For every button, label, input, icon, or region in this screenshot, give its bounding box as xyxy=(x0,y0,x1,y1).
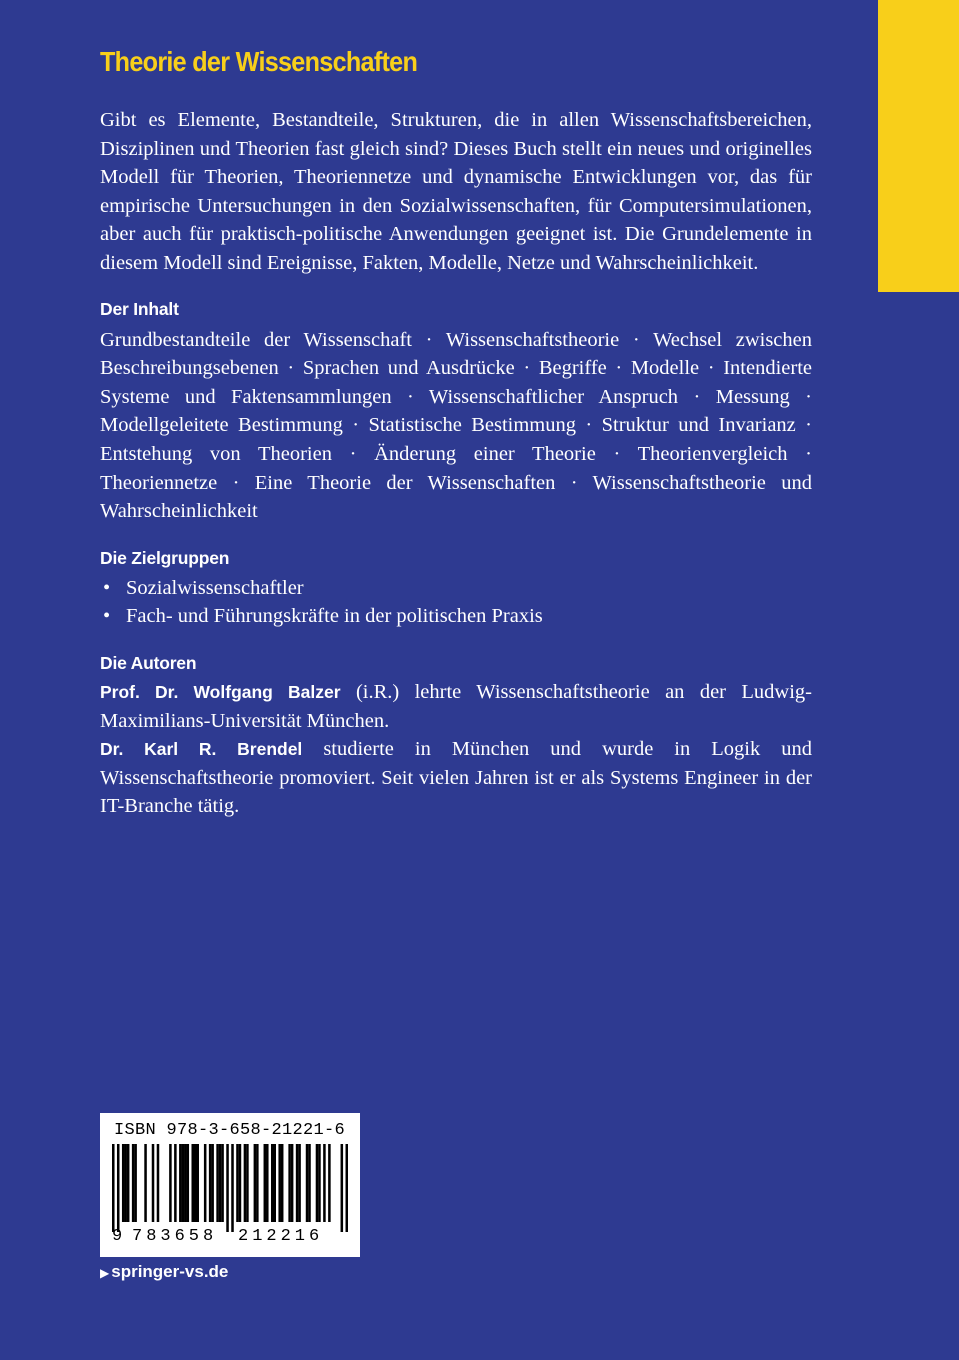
barcode-bar xyxy=(157,1144,160,1222)
barcode-bar xyxy=(271,1144,274,1222)
barcode-bar xyxy=(273,1144,276,1222)
accent-bar xyxy=(878,0,959,292)
barcode-bar xyxy=(134,1144,137,1222)
barcode-bar xyxy=(231,1144,234,1232)
isbn-barcode xyxy=(100,1113,360,1257)
barcode-digit-first: 9 xyxy=(112,1227,123,1246)
barcode-digits-left: 783658 xyxy=(132,1227,218,1246)
barcode-bar xyxy=(291,1144,294,1222)
barcode-bar xyxy=(187,1144,190,1222)
barcode-bar xyxy=(184,1144,187,1222)
barcode-bar xyxy=(132,1144,135,1222)
barcode-bar xyxy=(152,1144,155,1222)
audience-list xyxy=(100,574,812,631)
barcode-bar xyxy=(191,1144,194,1222)
barcode-bar xyxy=(179,1144,182,1222)
barcode-bar xyxy=(323,1144,326,1222)
publisher-link[interactable] xyxy=(100,1262,228,1282)
barcode-bar xyxy=(194,1144,197,1222)
barcode-bar xyxy=(316,1144,319,1222)
back-cover-content xyxy=(100,46,812,821)
author-bio: (i.R.) lehrte Wissenschaftstheorie an der Ludwig-Maximilians-Universität München. xyxy=(100,680,813,732)
barcode-bar xyxy=(288,1144,291,1222)
author-entry xyxy=(100,735,812,821)
barcode-bar xyxy=(112,1144,115,1232)
audience-item-label: Fach- und Führungskräfte in der politischen Praxis xyxy=(126,605,543,628)
barcode-bar xyxy=(256,1144,259,1222)
isbn-label: ISBN 978-3-658-21221-6 xyxy=(114,1121,346,1140)
barcode-bar xyxy=(308,1144,311,1222)
author-entry xyxy=(100,678,812,735)
barcode-bar xyxy=(246,1144,249,1222)
intro-paragraph: Gibt es Elemente, Bestandteile, Strukturen, die in allen Wissenschaftsbereichen, Disziplinen und Theorien fast gleich sind? Dieses Buch stellt ein neues und originelles Modell für Theorien, Theoriennetze und dynamische Entwicklungen vor, das für empirische Untersuchungen in den Sozialwissenschaften, für Computersimulationen, aber auch für praktisch-politische Anwendungen geeignet ist. Die Grundelemente in diesem Modell sind Ereignisse, Fakten, Modelle, Netze und Wahrscheinlichkeit. xyxy=(100,109,812,274)
barcode-bar xyxy=(226,1144,229,1232)
bullet-icon: • xyxy=(103,576,111,599)
barcode-digits-right: 212216 xyxy=(238,1227,324,1246)
barcode-bar xyxy=(221,1144,224,1222)
barcode-bar xyxy=(236,1144,239,1222)
barcode-bar xyxy=(266,1144,269,1222)
barcode-bar xyxy=(278,1144,281,1222)
barcode-bar xyxy=(117,1144,120,1232)
arrow-right-icon: ▶ xyxy=(100,1266,110,1280)
barcode-bar xyxy=(318,1144,321,1222)
barcode-icon xyxy=(112,1144,348,1232)
list-item xyxy=(100,602,812,631)
author-name: Dr. Karl R. Brendel xyxy=(100,739,303,760)
barcode-bar xyxy=(127,1144,130,1222)
barcode-bar xyxy=(298,1144,301,1222)
barcode-bar xyxy=(244,1144,247,1222)
contents-text: Grundbestandteile der Wissenschaft · Wissenschaftstheorie · Wechsel zwischen Beschreibungsebenen · Sprachen und Ausdrücke · Begriffe · Modelle · Intendierte Systeme und Faktensammlungen · Wissenschaftlicher Anspruch · Messung · Modellgeleitete Bestimmung · Statistische Bestimmung · Struktur und Invarianz · Entstehung von Theorien · Änderung einer Theorie · Theorienvergleich · Theoriennetze · Eine Theorie der Wissenschaften · Wissenschaftstheorie und Wahrscheinlichkeit xyxy=(100,328,812,523)
barcode-bar xyxy=(204,1144,207,1222)
barcode-bar xyxy=(346,1144,348,1232)
barcode-bar xyxy=(122,1144,125,1222)
barcode-bar xyxy=(216,1144,219,1222)
barcode-bar xyxy=(264,1144,267,1222)
barcode-bar xyxy=(254,1144,257,1222)
barcode-bar xyxy=(328,1144,331,1222)
barcode-bar xyxy=(281,1144,284,1222)
book-title: Theorie der Wissenschaften xyxy=(100,46,418,77)
bullet-icon: • xyxy=(103,605,111,628)
barcode-bar xyxy=(196,1144,199,1222)
audience-item-label: Sozialwissenschaftler xyxy=(126,576,304,599)
barcode-bar xyxy=(211,1144,214,1222)
author-name: Prof. Dr. Wolfgang Balzer xyxy=(100,681,341,702)
list-item xyxy=(100,574,812,603)
barcode-bar xyxy=(341,1144,344,1232)
contents-heading: Der Inhalt xyxy=(100,298,179,319)
audience-heading: Die Zielgruppen xyxy=(100,547,230,568)
author-bio: studierte in München und wurde in Logik und Wissenschaftstheorie promoviert. Seit vielen Jahren ist er als Systems Engineer in der IT-Branche tätig. xyxy=(100,738,812,818)
publisher-url: springer-vs.de xyxy=(111,1262,229,1281)
barcode-bar xyxy=(144,1144,147,1222)
barcode-bar xyxy=(306,1144,309,1222)
barcode-bar xyxy=(169,1144,172,1222)
barcode-bar xyxy=(239,1144,242,1222)
authors-heading: Die Autoren xyxy=(100,652,197,673)
barcode-bar xyxy=(182,1144,185,1222)
barcode-bar xyxy=(174,1144,177,1222)
barcode-bar xyxy=(296,1144,299,1222)
barcode-bar xyxy=(219,1144,222,1222)
barcode-bar xyxy=(209,1144,212,1222)
barcode-bar xyxy=(124,1144,127,1222)
